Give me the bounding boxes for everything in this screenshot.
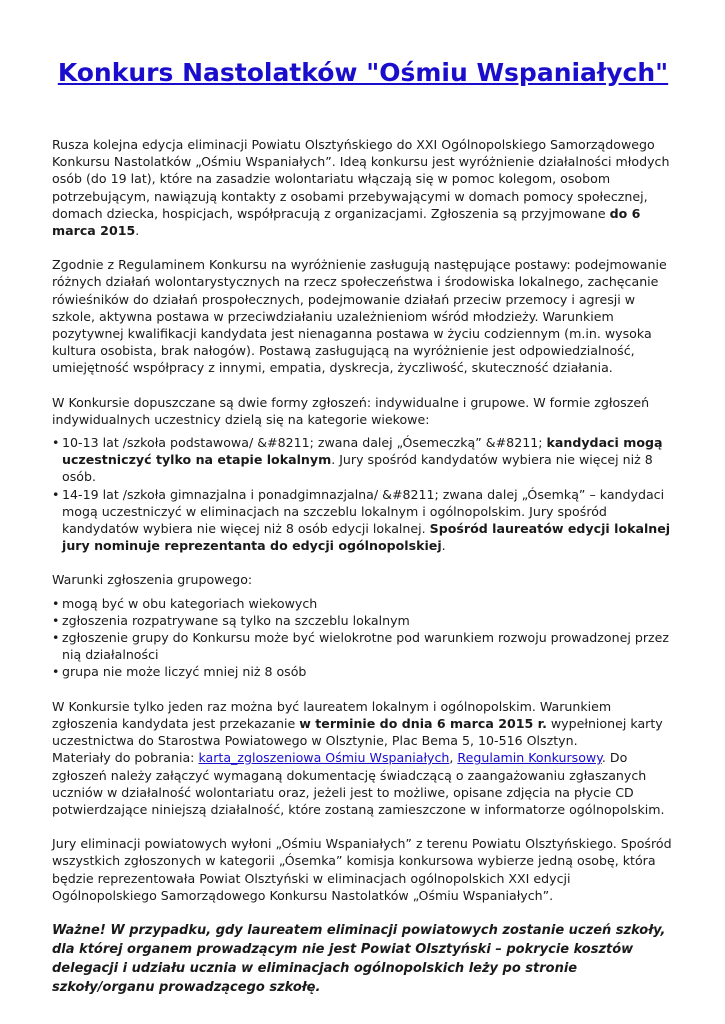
page-title: [52, 52, 674, 94]
submission-text: W Konkursie tylko jeden raz można być laureatem lokalnym i ogólnopolskim. Warunkiem zgłoszenia kandydata jest przekazanie: [52, 698, 612, 731]
cat1-end: . Jury spośród kandydatów wybiera nie więcej niż 8 osób.: [62, 452, 653, 485]
group-conditions-list: [52, 595, 674, 681]
cat1-text: 10-13 lat /szkoła podstawowa/ &#8211; zwana dalej „Ósemeczką” &#8211;: [62, 435, 547, 451]
list-item: [62, 486, 674, 555]
submission-paragraph: [52, 698, 674, 818]
intro-text: Rusza kolejna edycja eliminacji Powiatu Olsztyńskiego do XXI Ogólnopolskiego Samorządowego Konkursu Nastolatków „Ośmiu Wspaniałych”. Ideą konkursu jest wyróżnienie działalności młodych osób (do 19 lat), które na zasadzie wolontariatu włączają się w pomoc kolegom, osobom potrzebującym, nawiązują kontakty z osobami przebywającymi w domach pomocy społecznej, domach dziecka, hospicjach, współpracują z organizacjami. Zgłoszenia są przyjmowane: [52, 137, 670, 221]
list-item: • zgłoszenia rozpatrywane są tylko na szczeblu lokalnym: [62, 612, 674, 629]
jury-paragraph: Jury eliminacji powiatowych wyłoni „Ośmiu Wspaniałych” z terenu Powiatu Olsztyńskiego. Spośród wszystkich zgłoszonych w kategorii „Ósemka” komisja konkursowa wybierze jedną osobę, która będzie reprezentowała Powiat Olsztyński w eliminacjach ogólnopolskich XXI edycji Ogólnopolskiego Samorządowego Konkursu Nastolatków „Ośmiu Wspaniałych”.: [52, 836, 672, 903]
group-heading: Warunki zgłoszenia grupowego:: [52, 572, 253, 588]
materials-label: Materiały do pobrania:: [52, 750, 199, 766]
cat2-end: .: [441, 538, 446, 554]
title-link[interactable]: Konkurs Nastolatków "Ośmiu Wspaniałych": [57, 58, 669, 87]
article-body: [52, 136, 674, 1014]
cat2-bold: Spośród laureatów edycji lokalnej jury nominuje reprezentanta do edycji ogólnopolskiej: [62, 521, 671, 554]
submission-deadline: w terminie do dnia 6 marca 2015 r.: [299, 715, 547, 731]
intro-paragraph: [52, 136, 674, 239]
list-item: [62, 434, 674, 486]
intro-deadline: do 6 marca 2015: [52, 205, 641, 239]
regulations-download-link[interactable]: Regulamin Konkursowy: [457, 750, 602, 766]
materials-after: . Do zgłoszeń należy załączyć wymaganą dokumentację świadczącą o zaangażowaniu zgłaszanych uczniów w działalność wolontariatu oraz, jeżeli jest to możliwe, opisane zdjęcia na płycie CD potwierdzające niniejszą działalność, które zostaną zamieszczone w informatorze ogólnopolskim.: [52, 750, 665, 817]
important-note: Ważne! W przypadku, gdy laureatem eliminacji powiatowych zostanie uczeń szkoły, dla której organem prowadzącym nie jest Powiat Olsztyński – pokrycie kosztów delegacji i udziału ucznia w eliminacjach ogólnopolskich leży po stronie szkoły/organu prowadzącego szkołę.: [52, 922, 666, 995]
list-item: • zgłoszenie grupy do Konkursu może być wielokrotne pod warunkiem rozwoju prowadzonej przez nią działalności: [62, 629, 674, 663]
criteria-paragraph: Zgodnie z Regulaminem Konkursu na wyróżnienie zasługują następujące postawy: podejmowanie różnych działań wolontarystycznych na rzecz społeczeństwa i środowiska lokalnego, zachęcanie rówieśników do działań prospołecznych, podejmowanie działań przeciw przemocy i agresji w szkole, aktywna postawa w przeciwdziałaniu uzależnieniom wśród młodzieży. Warunkiem pozytywnej kwalifikacji kandydata jest nienaganna postawa w życiu codziennym (m.in. wysoka kultura osobista, brak nałogów). Postawą zasługującą na wyróżnienie jest odpowiedzialność, umiejętność współpracy z innymi, empatia, dyskrecja, życzliwość, skuteczność działania.: [52, 257, 667, 376]
forms-paragraph: W Konkursie dopuszczane są dwie formy zgłoszeń: indywidualne i grupowe. W formie zgłoszeń indywidualnych uczestnicy dzielą się na kategorie wiekowe:: [52, 394, 650, 427]
cat1-bold: kandydaci mogą uczestniczyć tylko na etapie lokalnym: [62, 435, 663, 468]
submission-end: wypełnionej karty uczestnictwa do Starostwa Powiatowego w Olsztynie, Plac Bema 5, 10-516 Olsztyn.: [52, 715, 663, 749]
article: [52, 52, 674, 995]
link-separator: ,: [449, 750, 458, 766]
form-download-link[interactable]: karta_zgloszeniowa Ośmiu Wspaniałych: [198, 750, 450, 766]
age-categories-list: [52, 434, 674, 554]
intro-end: .: [135, 223, 140, 239]
list-item: • mogą być w obu kategoriach wiekowych: [62, 595, 674, 612]
cat2-text: 14-19 lat /szkoła gimnazjalna i ponadgimnazjalna/ &#8211; zwana dalej „Ósemką” – kandydaci mogą uczestniczyć w eliminacjach na szczeblu lokalnym i ogólnopolskim. Jury spośród kandydatów wybiera nie więcej niż 8 osób edycji lokalnej.: [62, 486, 665, 537]
list-item: • grupa nie może liczyć mniej niż 8 osób: [62, 663, 674, 680]
